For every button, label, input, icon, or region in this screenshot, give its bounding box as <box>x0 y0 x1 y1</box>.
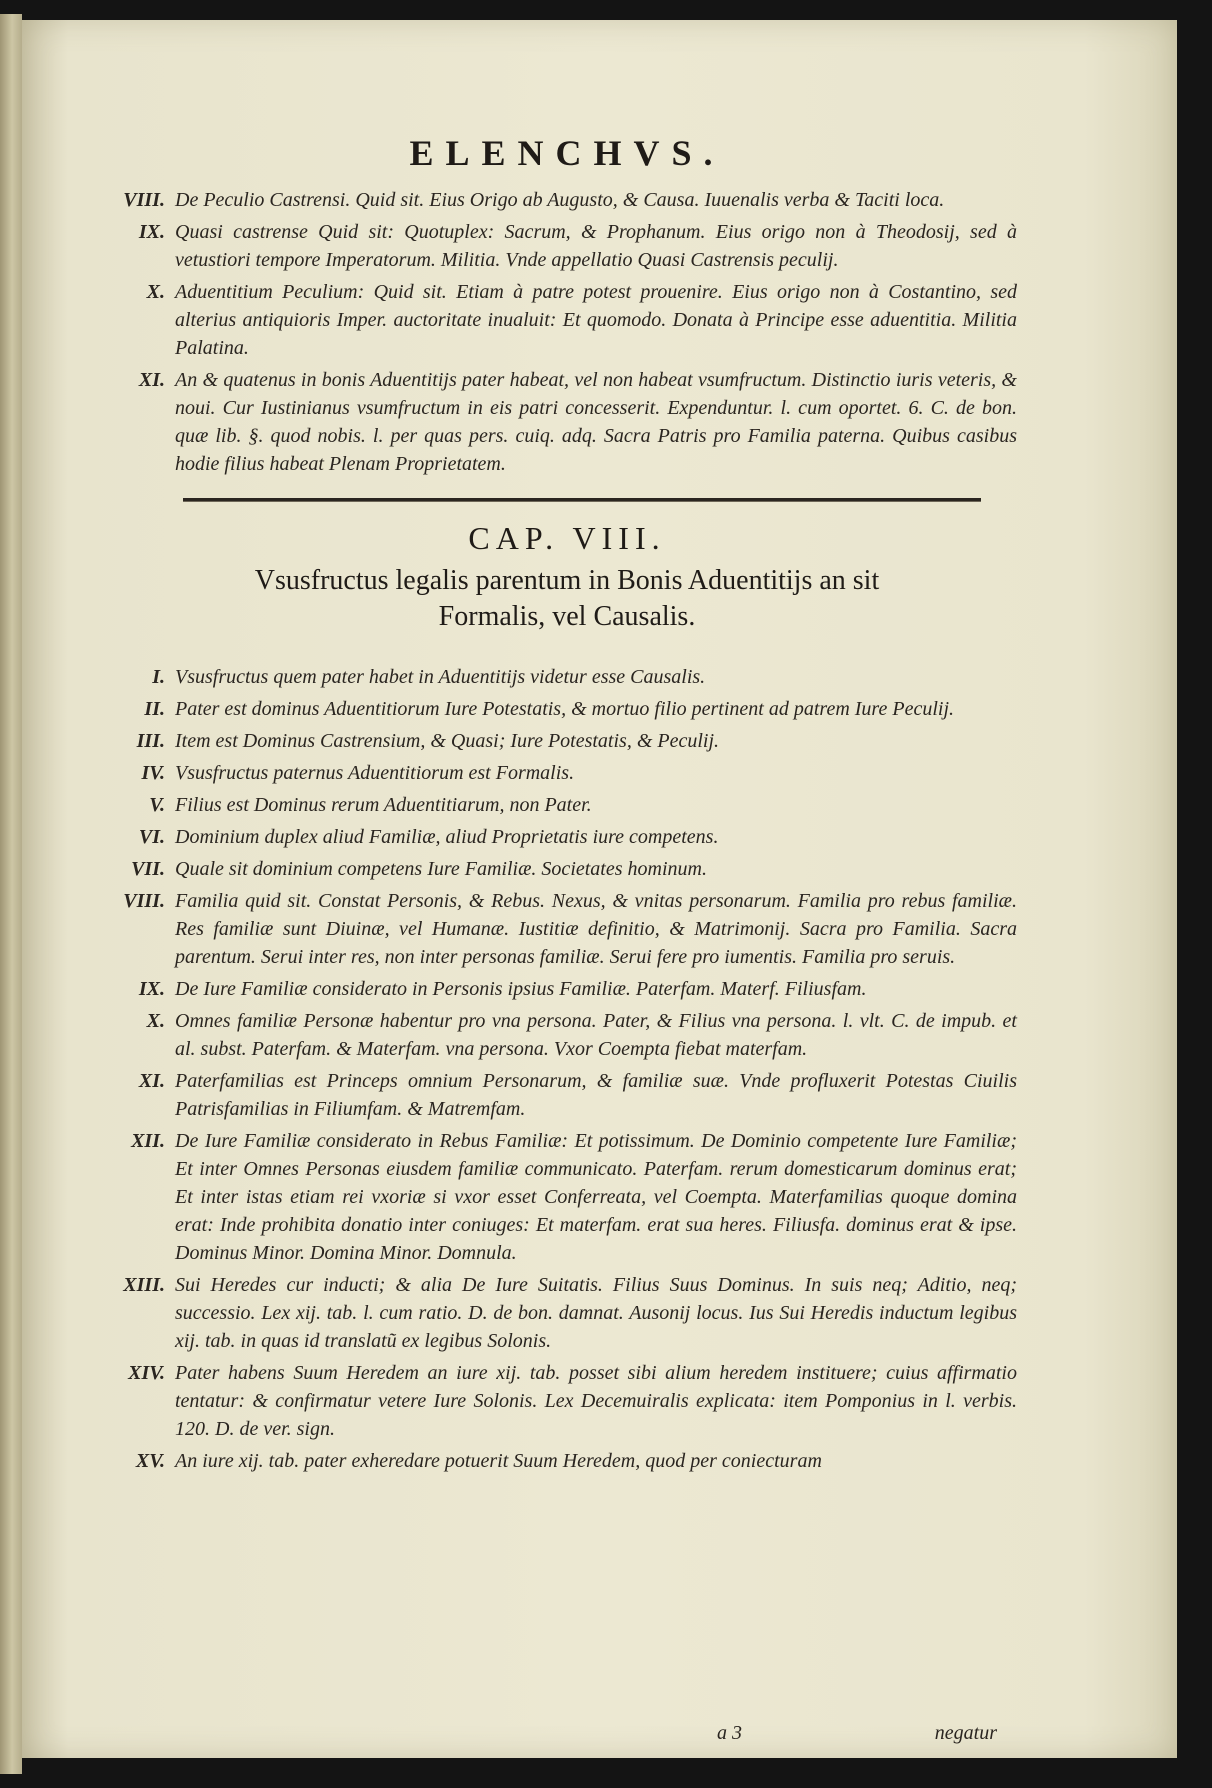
item-number: IX. <box>138 221 165 243</box>
item-number: VIII. <box>123 189 165 211</box>
list-item <box>117 791 1017 819</box>
item-number: XI. <box>138 1070 165 1092</box>
item-number: XIII. <box>123 1274 165 1296</box>
facing-page-edge <box>0 14 22 1774</box>
list-item <box>117 727 1017 755</box>
list-item <box>117 186 1017 214</box>
list-item <box>117 278 1017 362</box>
item-text: Filius est Dominus rerum Aduentitiarum, non Pater. <box>175 794 592 816</box>
item-number: V. <box>149 794 165 816</box>
page-content <box>117 132 1017 1744</box>
chapter-title-line1: Vsusfructus legalis parentum in Bonis Aduentitijs an sit <box>254 565 880 596</box>
item-number: IX. <box>138 978 165 1000</box>
list-item <box>117 1447 1017 1475</box>
chapter-heading: CAP. VIII. <box>468 520 666 556</box>
item-text: An iure xij. tab. pater exheredare potuerit Suum Heredem, quod per coniecturam <box>175 1450 822 1472</box>
item-number: XV. <box>135 1450 165 1472</box>
item-text: De Peculio Castrensi. Quid sit. Eius Origo ab Augusto, & Causa. Iuuenalis verba & Taciti loca. <box>175 189 945 211</box>
item-number: XI. <box>138 369 165 391</box>
item-text: Aduentitium Peculium: Quid sit. Etiam à patre potest prouenire. Eius origo non à Costantino, sed alterius antiquioris Imper. auctoritate inualuit: Et quomodo. Donata à Principe esse aduentitia. Militia Palatina. <box>175 281 1017 359</box>
item-number: IV. <box>141 762 165 784</box>
chapter-title-line2: Formalis, vel Causalis. <box>438 601 696 632</box>
item-text: Vsusfructus quem pater habet in Aduentitijs videtur esse Causalis. <box>175 666 706 688</box>
list-item <box>117 1359 1017 1443</box>
list-item <box>117 887 1017 971</box>
horizontal-rule <box>183 498 981 502</box>
item-number: XIV. <box>128 1362 165 1384</box>
list-item <box>117 975 1017 1003</box>
chapter-summary-list <box>117 663 1017 1475</box>
list-item <box>117 366 1017 478</box>
item-text: Omnes familiæ Personæ habentur pro vna persona. Pater, & Filius vna persona. l. vlt. C. de impub. et al. subst. Paterfam. & Materfam. vna persona. Vxor Coempta fiebat materfam. <box>175 1010 1017 1060</box>
list-item <box>117 1271 1017 1355</box>
signature-mark: a 3 <box>717 1722 742 1744</box>
list-item <box>117 1007 1017 1063</box>
list-item <box>117 695 1017 723</box>
item-text: Pater est dominus Aduentitiorum Iure Potestatis, & mortuo filio pertinent ad patrem Iure Peculij. <box>175 698 954 720</box>
item-number: I. <box>152 666 165 688</box>
item-text: Item est Dominus Castrensium, & Quasi; Iure Potestatis, & Peculij. <box>175 730 720 752</box>
item-text: Vsusfructus paternus Aduentitiorum est Formalis. <box>175 762 575 784</box>
list-item <box>117 1127 1017 1267</box>
list-item <box>117 663 1017 691</box>
list-item <box>117 218 1017 274</box>
item-number: VIII. <box>123 890 165 912</box>
list-item <box>117 759 1017 787</box>
item-text: Quale sit dominium competens Iure Familiæ. Societates hominum. <box>175 858 707 880</box>
item-number: VI. <box>138 826 165 848</box>
page-footer <box>117 1722 1017 1752</box>
item-number: X. <box>146 281 165 303</box>
item-text: De Iure Familiæ considerato in Personis ipsius Familiæ. Paterfam. Materf. Filiusfam. <box>175 978 867 1000</box>
item-text: De Iure Familiæ considerato in Rebus Familiæ: Et potissimum. De Dominio competente Iure Familiæ; Et inter Omnes Personas eiusdem familiæ communicato. Paterfam. rerum domesticarum dominus erat; Et inter istas etiam rei vxoriæ si vxor esset Conferreata, vel Coempta. Materfamilias quoque domina erat: Inde prohibita donatio inter coniuges: Et materfam. erat sua heres. Filiusfa. dominus erat & ipse. Dominus Minor. Domina Minor. Domnula. <box>175 1130 1017 1264</box>
elenchus-top-list <box>117 186 1017 478</box>
item-number: II. <box>144 698 165 720</box>
item-number: VII. <box>131 858 165 880</box>
running-head: ELENCHVS. <box>409 133 725 173</box>
item-text: Paterfamilias est Princeps omnium Personarum, & familiæ suæ. Vnde profluxerit Potestas Ciuilis Patrisfamilias in Filiumfam. & Matremfam. <box>175 1070 1017 1120</box>
item-text: An & quatenus in bonis Aduentitijs pater habeat, vel non habeat vsumfructum. Distinctio iuris veteris, & noui. Cur Iustinianus vsumfructum in eis patri concesserit. Expenduntur. l. cum oportet. 6. C. de bon. quæ lib. §. quod nobis. l. per quas pers. cuiq. adq. Sacra Patris pro Familia paterna. Quibus casibus hodie filius habeat Plenam Proprietatem. <box>175 369 1017 475</box>
item-text: Familia quid sit. Constat Personis, & Rebus. Nexus, & vnitas personarum. Familia pro rebus familiæ. Res familiæ sunt Diuinæ, vel Humanæ. Iustitiæ definitio, & Matrimonij. Sacra pro Familia. Sacra parentum. Serui inter res, non inter personas familiæ. Serui fere pro iumentis. Familia pro seruis. <box>175 890 1017 968</box>
item-text: Quasi castrense Quid sit: Quotuplex: Sacrum, & Prophanum. Eius origo non à Theodosij, sed à vetustiori tempore Imperatorum. Militia. Vnde appellatio Quasi Castrensis peculij. <box>175 221 1017 271</box>
item-number: XII. <box>131 1130 165 1152</box>
chapter-title <box>117 563 1017 635</box>
item-text: Dominium duplex aliud Familiæ, aliud Proprietatis iure competens. <box>175 826 719 848</box>
list-item <box>117 823 1017 851</box>
catchword: negatur <box>934 1722 997 1744</box>
item-text: Sui Heredes cur inducti; & alia De Iure Suitatis. Filius Suus Dominus. In suis neq; Aditio, neq; successio. Lex xij. tab. l. cum ratio. D. de bon. damnat. Ausonij locus. Ius Sui Heredis inductum legibus xij. tab. in quas id translatũ ex legibus Solonis. <box>175 1274 1017 1352</box>
item-text: Pater habens Suum Heredem an iure xij. tab. posset sibi alium heredem instituere; cuius affirmatio tentatur: & confirmatur vetere Iure Solonis. Lex Decemuiralis explicata: item Pomponius in l. verbis. 120. D. de ver. sign. <box>175 1362 1017 1440</box>
item-number: X. <box>146 1010 165 1032</box>
list-item <box>117 1067 1017 1123</box>
book-page <box>22 20 1177 1758</box>
list-item <box>117 855 1017 883</box>
item-number: III. <box>136 730 165 752</box>
